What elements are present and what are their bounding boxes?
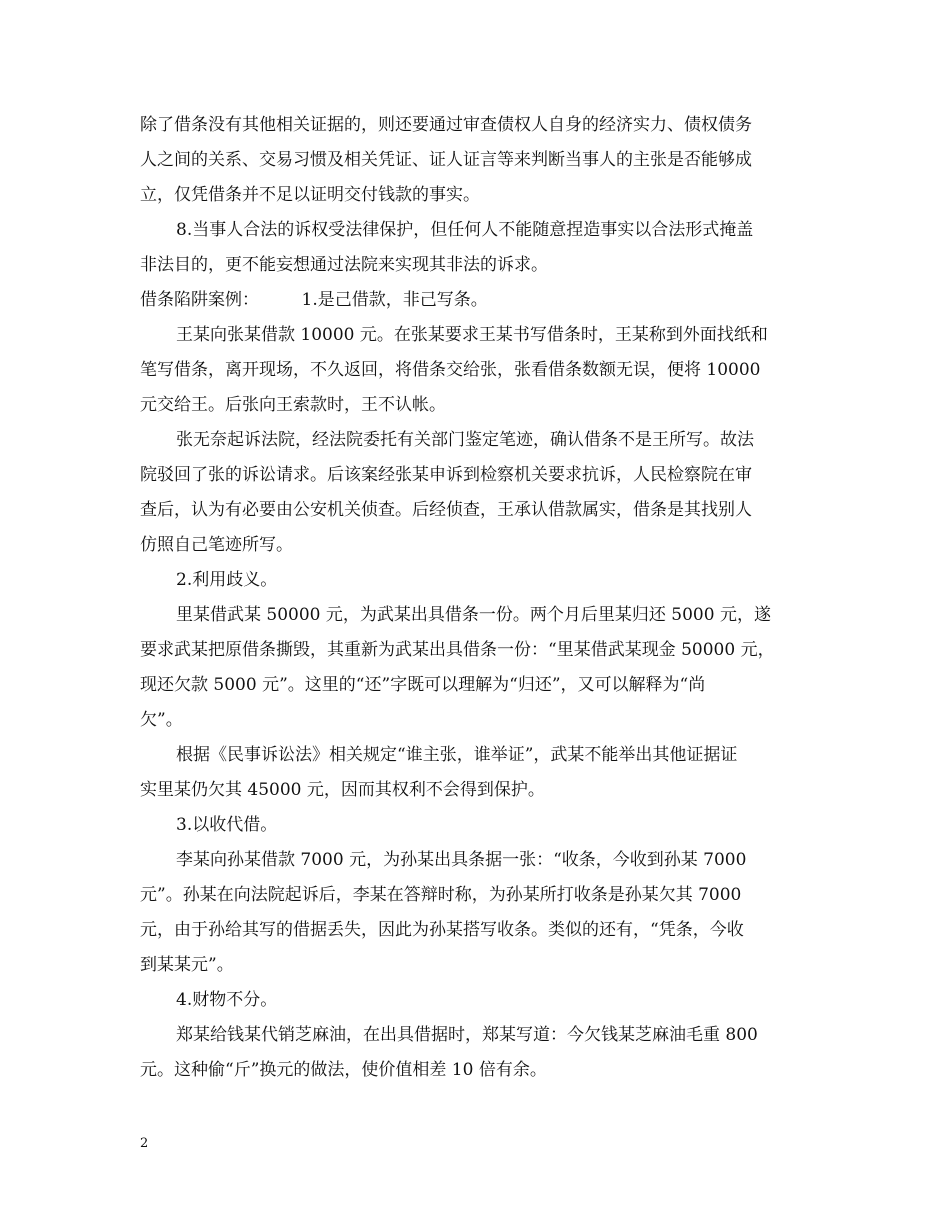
text-line: 人之间的关系、交易习惯及相关凭证、证人证言等来判断当事人的主张是否能够成 (140, 150, 752, 170)
text-line: 欠”。 (140, 710, 183, 730)
text-line: 元交给王。后张向王索款时，王不认帐。 (140, 395, 446, 415)
case-heading: 2.利用歧义。 (176, 570, 278, 590)
text-line: 郑某给钱某代销芝麻油，在出具借据时，郑某写道：今欠钱某芝麻油毛重 800 (176, 1025, 758, 1045)
text-line: 元”。孙某在向法院起诉后，李某在答辩时称，为孙某所打收条是孙某欠其 7000 (140, 885, 742, 905)
document-body (140, 108, 820, 1088)
text-line: 要求武某把原借条撕毁，其重新为武某出具借条一份：“里某借武某现金 50000 元， (140, 640, 775, 660)
text-line: 笔写借条，离开现场，不久返回，将借条交给张，张看借条数额无误，便将 10000 (140, 360, 761, 380)
text-line: 现还欠款 5000 元”。这里的“还”字既可以理解为“归还”，又可以解释为“尚 (140, 675, 706, 695)
text-line: 根据《民事诉讼法》相关规定“谁主张，谁举证”，武某不能举出其他证据证 (176, 745, 738, 765)
section-heading: 借条陷阱案例： 1.是己借款，非己写条。 (140, 290, 488, 310)
text-line: 实里某仍欠其 45000 元，因而其权利不会得到保护。 (140, 780, 545, 800)
text-line: 到某某元”。 (140, 955, 234, 975)
text-line: 立，仅凭借条并不足以证明交付钱款的事实。 (140, 185, 480, 205)
text-line: 里某借武某 50000 元，为武某出具借条一份。两个月后里某归还 5000 元，遂 (176, 605, 771, 625)
text-line: 王某向张某借款 10000 元。在张某要求王某书写借条时，王某称到外面找纸和 (176, 325, 768, 345)
text-line: 除了借条没有其他相关证据的，则还要通过审查债权人自身的经济实力、债权债务 (140, 115, 752, 135)
text-line: 8.当事人合法的诉权受法律保护，但任何人不能随意捏造事实以合法形式掩盖 (176, 220, 754, 240)
text-line: 元。这种偷“斤”换元的做法，使价值相差 10 倍有余。 (140, 1060, 547, 1080)
text-line: 仿照自己笔迹所写。 (140, 535, 293, 555)
text-line: 李某向孙某借款 7000 元，为孙某出具条据一张：“收条，今收到孙某 7000 (176, 850, 747, 870)
case-heading: 4.财物不分。 (176, 990, 278, 1010)
text-line: 院驳回了张的诉讼请求。后该案经张某申诉到检察机关要求抗诉，人民检察院在审 (140, 465, 752, 485)
text-line: 张无奈起诉法院，经法院委托有关部门鉴定笔迹，确认借条不是王所写。故法 (176, 430, 754, 450)
text-line: 查后，认为有必要由公安机关侦查。后经侦查，王承认借款属实，借条是其找别人 (140, 500, 752, 520)
case-heading: 3.以收代借。 (176, 815, 278, 835)
text-line: 非法目的，更不能妄想通过法院来实现其非法的诉求。 (140, 255, 548, 275)
text-line: 元，由于孙给其写的借据丢失，因此为孙某搭写收条。类似的还有，“凭条，今收 (140, 920, 744, 940)
page-number: 2 (140, 1136, 149, 1151)
